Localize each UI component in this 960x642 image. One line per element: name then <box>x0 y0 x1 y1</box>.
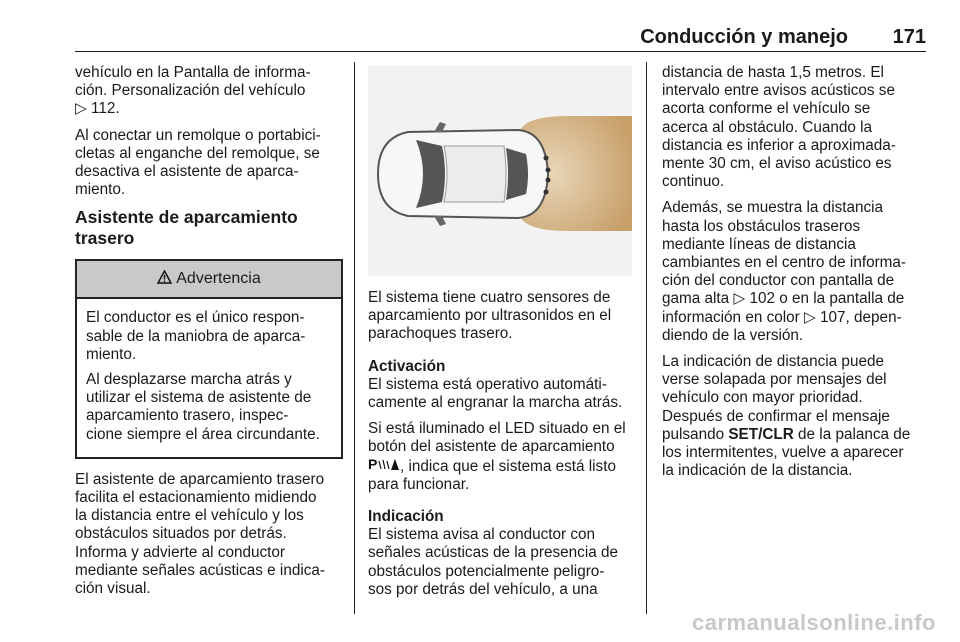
parking-assist-button-icon <box>368 457 400 476</box>
text-line: Al conectar un remolque o portabici- <box>75 126 321 144</box>
column-divider-2 <box>646 62 647 614</box>
display-paragraph <box>662 199 926 345</box>
warning-header <box>77 261 341 299</box>
page-reference[interactable] <box>75 100 343 118</box>
text-line: Informa y advierte al conductor <box>75 543 286 561</box>
text-line: facilita el estacionamiento midiendo <box>75 489 317 507</box>
text-line: la indicación de la distancia. <box>662 462 853 480</box>
text-line: mediante líneas de distancia <box>662 235 856 253</box>
text-line: ción. Personalización del vehículo <box>75 82 306 100</box>
text-line: los intermitentes, vuelve a aparecer <box>662 444 904 462</box>
text-line <box>662 290 926 308</box>
text-line <box>368 457 634 476</box>
text-line: cambiantes en el centro de informa- <box>662 254 907 272</box>
text-line: El asistente de aparcamiento trasero <box>75 470 325 488</box>
activation-paragraph <box>368 358 634 413</box>
text-line: aparcamiento trasero, inspec- <box>86 407 289 425</box>
text-line: distancia es inferior a aproximada- <box>662 136 896 154</box>
text-line: acorta conforme el vehículo se <box>662 100 871 118</box>
indication-paragraph <box>368 508 634 599</box>
text-line: ción del conductor con pantalla de <box>662 272 895 290</box>
text-line: camente al engranar la marcha atrás. <box>368 394 623 412</box>
text-line: obstáculos potencialmente peligro- <box>368 562 605 580</box>
arrow-ref-icon: ▷ <box>804 308 816 326</box>
arrow-ref-icon: ▷ <box>75 100 87 118</box>
reference-text: 112. <box>91 100 120 118</box>
warning-body <box>77 299 341 456</box>
column-right <box>662 64 926 488</box>
column-left <box>75 64 343 606</box>
heading-line: Asistente de aparcamiento <box>75 207 298 228</box>
text-line: Al desplazarse marcha atrás y <box>86 371 292 389</box>
text-line: distancia de hasta 1,5 metros. El <box>662 64 884 81</box>
trailer-paragraph <box>75 127 343 200</box>
warning-title: Advertencia <box>176 270 261 288</box>
arrow-ref-icon: ▷ <box>733 290 746 308</box>
text-line: señales acústicas de la presencia de <box>368 544 619 562</box>
text-line: mediante señales acústicas e indica- <box>75 561 325 579</box>
text-line: aparcamiento por ultrasonidos en el <box>368 307 612 325</box>
activation-heading: Activación <box>368 357 446 375</box>
car-top-view-icon <box>368 66 632 276</box>
heading-line: trasero <box>75 228 135 249</box>
description-paragraph <box>75 471 343 598</box>
text-line: miento. <box>75 181 126 199</box>
text-line: Además, se muestra la distancia <box>662 199 884 217</box>
distance-paragraph <box>662 64 926 191</box>
text-fragment: información en color <box>662 308 804 326</box>
warning-triangle-icon <box>157 270 172 289</box>
page-reference[interactable]: 102 o en la pantalla de <box>749 290 905 308</box>
text-line: La indicación de distancia puede <box>662 353 884 371</box>
text-line: intervalo entre avisos acústicos se <box>662 82 895 100</box>
text-line: Si está iluminado el LED situado en el <box>368 420 626 438</box>
page-reference[interactable]: 107, depen- <box>820 308 902 326</box>
text-line: para funcionar. <box>368 475 470 493</box>
priority-paragraph <box>662 353 926 480</box>
rear-parking-illustration <box>368 66 632 276</box>
text-fragment: de la palanca de <box>793 425 911 443</box>
column-divider-1 <box>354 62 355 614</box>
text-line <box>662 309 926 327</box>
text-line: El sistema tiene cuatro sensores de <box>368 289 611 306</box>
text-line: miento. <box>86 345 137 363</box>
page-header <box>75 26 926 52</box>
text-line: utilizar el sistema de asistente de <box>86 389 312 407</box>
text-line: El conductor es el único respon- <box>86 309 305 327</box>
text-line: acerca al obstáculo. Cuando la <box>662 118 873 136</box>
header-rule <box>75 51 926 52</box>
sensors-paragraph <box>368 289 634 344</box>
text-line <box>662 426 926 444</box>
led-paragraph <box>368 420 634 494</box>
intro-paragraph <box>75 64 343 119</box>
text-line: ción visual. <box>75 580 151 598</box>
text-line: mente 30 cm, el aviso acústico es <box>662 155 892 173</box>
column-middle <box>368 289 634 607</box>
text-line: cione siempre el área circundante. <box>86 425 320 443</box>
text-line: El sistema avisa al conductor con <box>368 526 596 544</box>
text-line: sable de la maniobra de aparca- <box>86 327 306 345</box>
set-clr-label: SET/CLR <box>728 425 794 443</box>
text-line: diendo de la versión. <box>662 326 804 344</box>
text-line: vehículo en la Pantalla de informa- <box>75 64 311 81</box>
text-fragment: pulsando <box>662 425 729 443</box>
text-line: continuo. <box>662 173 725 191</box>
text-line: vehículo con mayor prioridad. <box>662 389 863 407</box>
text-line: obstáculos situados por detrás. <box>75 525 287 543</box>
warning-box <box>75 259 343 458</box>
text-line: botón del asistente de aparcamiento <box>368 438 615 456</box>
text-line: Después de confirmar el mensaje <box>662 407 890 425</box>
chapter-title: Conducción y manejo <box>640 26 848 48</box>
watermark: carmanualsonline.info <box>692 610 936 635</box>
text-line: verse solapada por mensajes del <box>662 371 887 389</box>
led-tail-text: , indica que el sistema está listo <box>400 457 616 475</box>
page-number: 171 <box>892 26 926 48</box>
text-line: la distancia entre el vehículo y los <box>75 507 304 525</box>
text-line: El sistema está operativo automáti- <box>368 375 607 393</box>
indication-heading: Indicación <box>368 508 444 526</box>
text-line: desactiva el asistente de aparca- <box>75 163 299 181</box>
text-line: sos por detrás del vehículo, a una <box>368 580 598 598</box>
section-heading <box>75 207 343 249</box>
text-line: parachoques trasero. <box>368 325 513 343</box>
svg-text:P: P <box>368 456 378 471</box>
text-fragment: gama alta <box>662 290 734 308</box>
text-line: cletas al enganche del remolque, se <box>75 144 320 162</box>
text-line: hasta los obstáculos traseros <box>662 217 861 235</box>
